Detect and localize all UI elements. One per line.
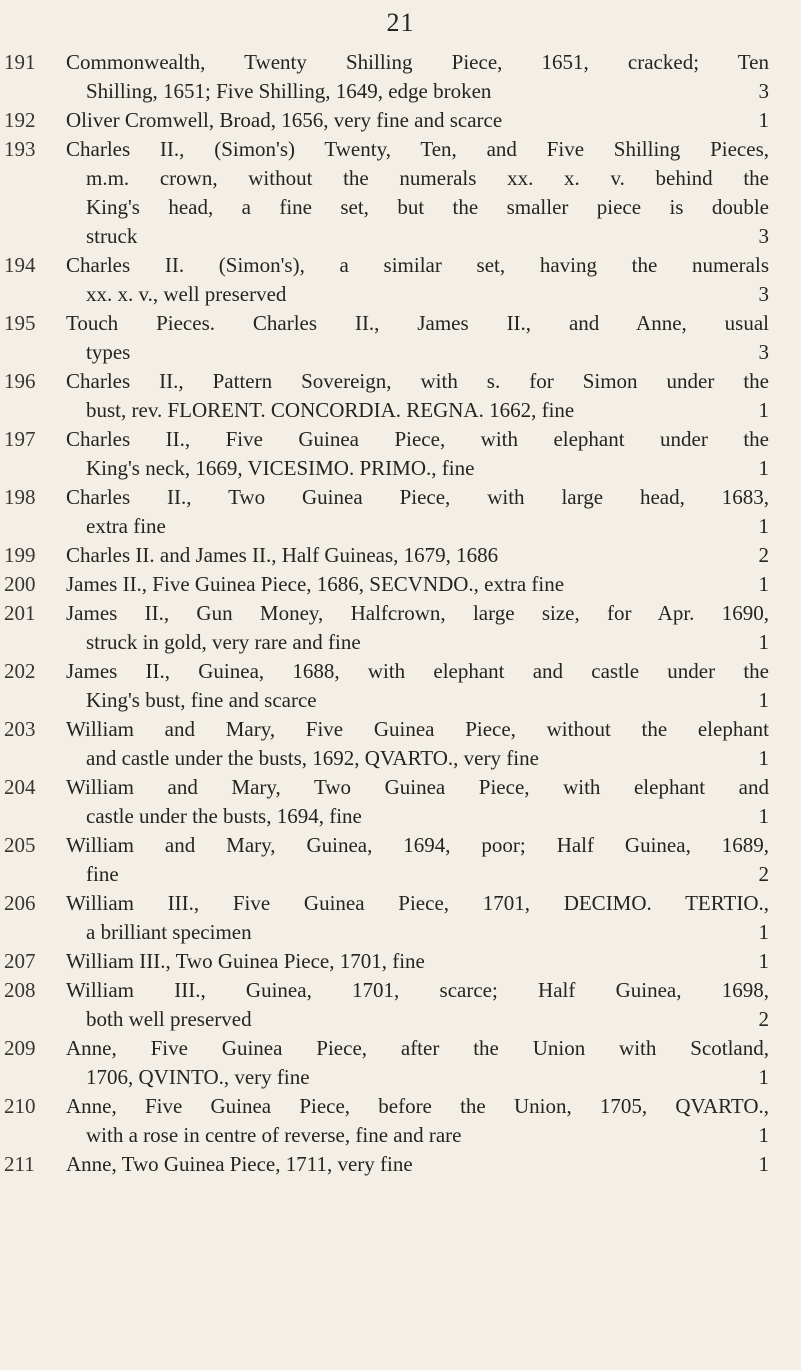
lot-description-line <box>66 396 769 425</box>
lot-description-text: William III., Two Guinea Piece, 1701, fine <box>66 949 425 973</box>
lot-number: 192 <box>4 108 36 132</box>
lot-number: 196 <box>4 369 36 393</box>
lot-quantity: 3 <box>758 79 769 103</box>
lot-description-line <box>66 802 769 831</box>
lot-entry <box>0 657 801 715</box>
lot-description-text: Charles II. and James II., Half Guineas, 1679, 1686 <box>66 543 499 567</box>
lot-quantity: 1 <box>758 688 769 712</box>
lot-description-line <box>66 860 769 889</box>
lot-quantity: 1 <box>758 804 769 828</box>
lot-entry <box>0 309 801 367</box>
lot-number: 197 <box>4 427 36 451</box>
lot-quantity: 2 <box>758 543 769 567</box>
lot-number: 210 <box>4 1094 36 1118</box>
lot-number: 198 <box>4 485 36 509</box>
lot-entry <box>0 1150 801 1179</box>
lot-quantity: 3 <box>758 224 769 248</box>
lot-list <box>0 48 801 1179</box>
lot-quantity: 1 <box>758 572 769 596</box>
lot-description-line <box>66 251 769 280</box>
lot-entry <box>0 135 801 251</box>
lot-description-line <box>66 193 769 222</box>
lot-description-text: Anne, Two Guinea Piece, 1711, very fine <box>66 1152 413 1176</box>
lot-number: 195 <box>4 311 36 335</box>
lot-quantity: 1 <box>758 1123 769 1147</box>
lot-description-line <box>66 164 769 193</box>
lot-number: 207 <box>4 949 36 973</box>
lot-entry <box>0 570 801 599</box>
lot-number: 191 <box>4 50 36 74</box>
lot-number: 193 <box>4 137 36 161</box>
lot-quantity: 1 <box>758 1152 769 1176</box>
lot-entry <box>0 48 801 106</box>
lot-number: 201 <box>4 601 36 625</box>
lot-description-line <box>66 1121 769 1150</box>
lot-description-text: Charles II., Pattern Sovereign, with s. for Simon under the <box>66 369 769 393</box>
lot-description-text: King's head, a fine set, but the smaller piece is double <box>86 195 769 219</box>
lot-entry <box>0 251 801 309</box>
lot-description-line <box>66 1005 769 1034</box>
lot-quantity: 3 <box>758 282 769 306</box>
lot-entry <box>0 889 801 947</box>
lot-description-line <box>66 628 769 657</box>
lot-description-text: Charles II. (Simon's), a similar set, having the numerals <box>66 253 769 277</box>
lot-description-line <box>66 744 769 773</box>
lot-description-text: struck in gold, very rare and fine <box>86 630 361 654</box>
lot-description-text: Charles II., Two Guinea Piece, with large head, 1683, <box>66 485 769 509</box>
lot-quantity: 1 <box>758 949 769 973</box>
lot-quantity: 1 <box>758 108 769 132</box>
lot-description-line <box>66 570 769 599</box>
lot-entry <box>0 483 801 541</box>
lot-description-text: King's bust, fine and scarce <box>86 688 317 712</box>
lot-description-text: James II., Guinea, 1688, with elephant and castle under the <box>66 659 769 683</box>
lot-description-line <box>66 1150 769 1179</box>
lot-description-text: James II., Gun Money, Halfcrown, large size, for Apr. 1690, <box>66 601 769 625</box>
lot-description-line <box>66 48 769 77</box>
lot-entry <box>0 425 801 483</box>
lot-description-line <box>66 1034 769 1063</box>
lot-number: 208 <box>4 978 36 1002</box>
lot-description-line <box>66 657 769 686</box>
lot-entry <box>0 947 801 976</box>
lot-number: 199 <box>4 543 36 567</box>
lot-quantity: 1 <box>758 1065 769 1089</box>
lot-description-text: Charles II., (Simon's) Twenty, Ten, and Five Shilling Pieces, <box>66 137 769 161</box>
lot-description-text: extra fine <box>86 514 166 538</box>
lot-entry <box>0 831 801 889</box>
lot-number: 194 <box>4 253 36 277</box>
lot-entry <box>0 976 801 1034</box>
lot-description-text: struck <box>86 224 138 248</box>
lot-description-text: xx. x. v., well preserved <box>86 282 287 306</box>
lot-description-line <box>66 831 769 860</box>
lot-description-text: types <box>86 340 131 364</box>
lot-description-text: 1706, QVINTO., very fine <box>86 1065 310 1089</box>
lot-description-line <box>66 715 769 744</box>
lot-quantity: 1 <box>758 398 769 422</box>
lot-description-text: Charles II., Five Guinea Piece, with elephant under the <box>66 427 769 451</box>
lot-quantity: 1 <box>758 630 769 654</box>
lot-description-line <box>66 367 769 396</box>
lot-description-text: Oliver Cromwell, Broad, 1656, very fine and scarce <box>66 108 503 132</box>
lot-description-line <box>66 483 769 512</box>
lot-description-text: and castle under the busts, 1692, QVARTO., very fine <box>86 746 539 770</box>
lot-description-text: fine <box>86 862 119 886</box>
lot-description-text: with a rose in centre of reverse, fine and rare <box>86 1123 462 1147</box>
lot-entry <box>0 1034 801 1092</box>
lot-description-line <box>66 1092 769 1121</box>
lot-quantity: 3 <box>758 340 769 364</box>
lot-description-line <box>66 889 769 918</box>
lot-description-line <box>66 338 769 367</box>
lot-number: 200 <box>4 572 36 596</box>
lot-description-line <box>66 106 769 135</box>
lot-description-text: bust, rev. FLORENT. CONCORDIA. REGNA. 1662, fine <box>86 398 575 422</box>
lot-description-text: m.m. crown, without the numerals xx. x. v. behind the <box>86 166 769 190</box>
lot-description-line <box>66 454 769 483</box>
lot-description-text: William and Mary, Five Guinea Piece, without the elephant <box>66 717 769 741</box>
lot-entry <box>0 599 801 657</box>
lot-quantity: 1 <box>758 920 769 944</box>
lot-entry <box>0 715 801 773</box>
lot-description-text: William III., Guinea, 1701, scarce; Half Guinea, 1698, <box>66 978 769 1002</box>
lot-description-line <box>66 686 769 715</box>
lot-number: 205 <box>4 833 36 857</box>
lot-description-text: Shilling, 1651; Five Shilling, 1649, edge broken <box>86 79 492 103</box>
lot-description-text: William and Mary, Guinea, 1694, poor; Half Guinea, 1689, <box>66 833 769 857</box>
lot-number: 202 <box>4 659 36 683</box>
lot-description-line <box>66 1063 769 1092</box>
lot-number: 211 <box>4 1152 35 1176</box>
lot-description-text: Anne, Five Guinea Piece, before the Union, 1705, QVARTO., <box>66 1094 769 1118</box>
page-number: 21 <box>386 8 415 37</box>
lot-description-line <box>66 541 769 570</box>
lot-description-line <box>66 222 769 251</box>
lot-number: 209 <box>4 1036 36 1060</box>
lot-description-line <box>66 135 769 164</box>
lot-description-text: Touch Pieces. Charles II., James II., and Anne, usual <box>66 311 769 335</box>
lot-entry <box>0 773 801 831</box>
lot-description-line <box>66 77 769 106</box>
lot-description-line <box>66 773 769 802</box>
lot-quantity: 1 <box>758 514 769 538</box>
lot-description-text: William and Mary, Two Guinea Piece, with elephant and <box>66 775 769 799</box>
lot-description-line <box>66 976 769 1005</box>
lot-number: 204 <box>4 775 36 799</box>
lot-description-line <box>66 425 769 454</box>
lot-description-text: a brilliant specimen <box>86 920 252 944</box>
lot-description-line <box>66 512 769 541</box>
lot-description-text: William III., Five Guinea Piece, 1701, DECIMO. TERTIO., <box>66 891 769 915</box>
lot-entry <box>0 367 801 425</box>
lot-quantity: 1 <box>758 456 769 480</box>
lot-quantity: 1 <box>758 746 769 770</box>
lot-entry <box>0 1092 801 1150</box>
lot-description-line <box>66 309 769 338</box>
lot-number: 206 <box>4 891 36 915</box>
lot-quantity: 2 <box>758 862 769 886</box>
lot-description-text: Commonwealth, Twenty Shilling Piece, 1651, cracked; Ten <box>66 50 769 74</box>
lot-number: 203 <box>4 717 36 741</box>
lot-description-text: Anne, Five Guinea Piece, after the Union with Scotland, <box>66 1036 769 1060</box>
lot-entry <box>0 541 801 570</box>
lot-quantity: 2 <box>758 1007 769 1031</box>
lot-description-text: both well preserved <box>86 1007 252 1031</box>
lot-description-line <box>66 947 769 976</box>
lot-description-line <box>66 599 769 628</box>
lot-description-text: James II., Five Guinea Piece, 1686, SECVNDO., extra fine <box>66 572 565 596</box>
lot-description-line <box>66 280 769 309</box>
lot-description-text: King's neck, 1669, VICESIMO. PRIMO., fine <box>86 456 475 480</box>
lot-entry <box>0 106 801 135</box>
lot-description-text: castle under the busts, 1694, fine <box>86 804 362 828</box>
lot-description-line <box>66 918 769 947</box>
